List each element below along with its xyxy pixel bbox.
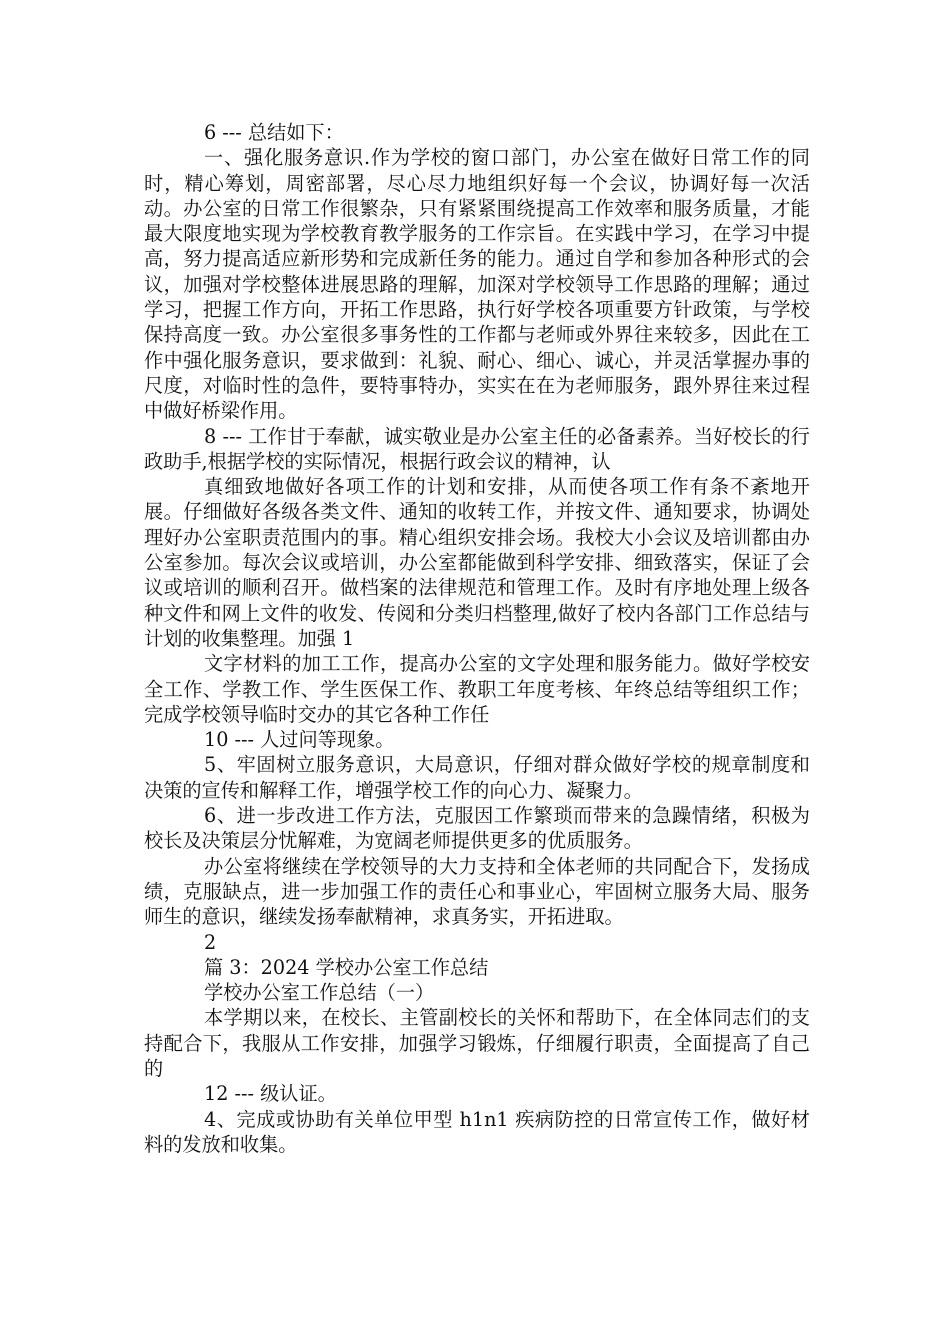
paragraph-fragment-12: 12 --- 级认证。 xyxy=(204,1082,337,1106)
paragraph-outlook: 办公室将继续在学校领导的大力支持和全体老师的共同配合下，发扬成绩，克服缺点，进一步加强工作的责任心和事业心，牢固树立服务大局、服务师生的意识，继续发扬奉献精神，求真务实，开拓进取。 xyxy=(144,854,810,929)
paragraph-item-4: 4、完成或协助有关单位甲型 h1n1 疾病防控的日常宣传工作，做好材料的发放和收集。 xyxy=(144,1107,810,1156)
paragraph-service-awareness: 一、强化服务意识.作为学校的窗口部门，办公室在做好日常工作的同时，精心筹划，周密部署，尽心尽力地组织好每一个会议，协调好每一次活动。办公室的日常工作很繁杂，只有紧紧围绕提高工作效率和服务质量，才能最大限度地实现为学校教育教学服务的工作宗旨。在实践中学习，在学习中提高，努力提高适应新形势和完成新任务的能力。通过自学和参加各种形式的会议，加强对学校整体进展思路的理解，加深对学校领导工作思路的理解；通过学习，把握工作方向，开拓工作思路，执行好学校各项重要方针政策，与学校保持高度一致。办公室很多事务性的工作都与老师或外界往来较多，因此在工作中强化服务意识，要求做到：礼貌、耐心、细心、诚心，并灵活掌握办事的尺度，对临时性的急件，要特事特办，实实在在为老师服务，跟外界往来过程中做好桥梁作用。 xyxy=(144,146,810,423)
section-heading: 篇 3：2024 学校办公室工作总结 xyxy=(204,955,489,979)
paragraph-text-materials: 文字材料的加工工作，提高办公室的文字处理和服务能力。做好学校安全工作、学教工作、学生医保工作、教职工年度考核、年终总结等组织工作；完成学校领导临时交办的其它各种工作任 xyxy=(144,652,810,726)
subsection-heading: 学校办公室工作总结（一） xyxy=(204,981,435,1005)
paragraph-dedication: 8 --- 工作甘于奉献，诚实敬业是办公室主任的必备素养。当好校长的行政助手,根据学校的实际情况，根据行政会议的精神，认 xyxy=(144,424,810,473)
paragraph-semester-intro: 本学期以来，在校长、主管副校长的关怀和帮助下，在全体同志们的支持配合下，我服从工作安排，加强学习锻炼，仔细履行职责，全面提高了自己的 xyxy=(144,1006,810,1080)
paragraph-work-planning: 真细致地做好各项工作的计划和安排，从而使各项工作有条不紊地开展。仔细做好各级各类文件、通知的收转工作，并按文件、通知要求，协调处理好办公室职责范围内的事。精心组织安排会场。我校大小会议及培训都由办公室参加。每次会议或培训，办公室都能做到科学安排、细致落实，保证了会议或培训的顺利召开。做档案的法律规范和管理工作。及时有序地处理上级各种文件和网上文件的收发、传阅和分类归档整理,做好了校内各部门工作总结与计划的收集整理。加强 1 xyxy=(144,475,810,650)
document-page xyxy=(144,120,810,1157)
paragraph-fragment-10: 10 --- 人过问等现象。 xyxy=(204,728,395,752)
paragraph-item-5: 5、牢固树立服务意识，大局意识，仔细对群众做好学校的规章制度和决策的宣传和解释工作，增强学校工作的向心力、凝聚力。 xyxy=(144,753,810,802)
page-number-marker: 2 xyxy=(204,930,217,954)
paragraph-summary-heading: 6 --- 总结如下： xyxy=(204,121,344,144)
paragraph-item-6: 6、进一步改进工作方法，克服因工作繁琐而带来的急躁情绪，积极为校长及决策层分忧解难，为宽阔老师提供更多的优质服务。 xyxy=(144,804,810,853)
